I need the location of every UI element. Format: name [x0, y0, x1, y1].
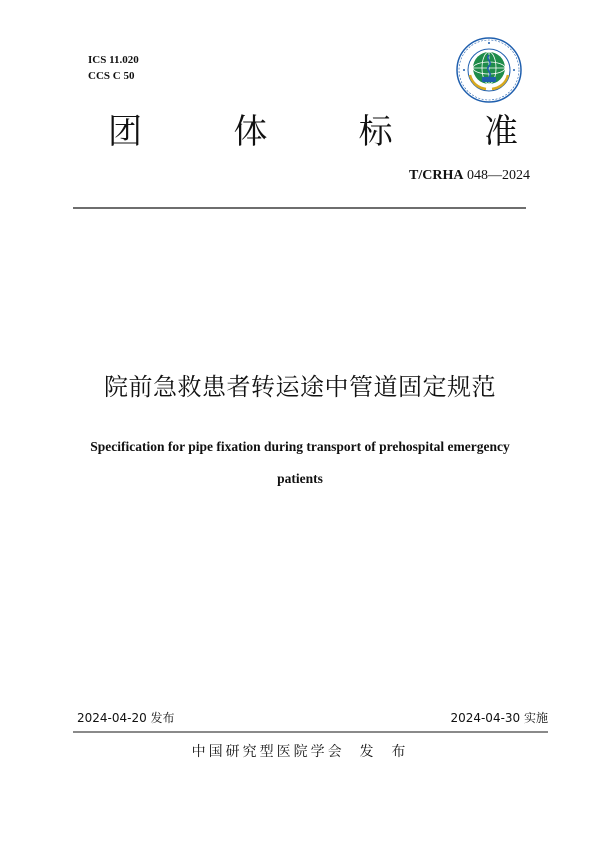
standard-type-char: 标 [358, 112, 393, 152]
classification-codes [88, 52, 139, 84]
implementation-date: 2024-04-30 实施 [450, 711, 548, 725]
standard-type-heading [108, 110, 518, 154]
standard-number [409, 168, 530, 184]
standard-number-code: 048—2024 [463, 168, 530, 183]
standard-type-char: 准 [483, 112, 518, 152]
issue-date: 2024-04-20 发布 [77, 711, 175, 725]
ccs-code: CCS C 50 [88, 70, 135, 82]
association-logo-icon [456, 37, 522, 103]
standard-type-char: 体 [233, 112, 268, 152]
document-title-chinese: 院前急救患者转运途中管道固定规范 [104, 373, 496, 401]
footer-divider [73, 731, 548, 733]
publisher: 中国研究型医院学会 发 布 [191, 744, 409, 760]
document-title-english-line-2: patients [277, 471, 323, 486]
standard-type-char: 团 [108, 112, 142, 152]
standard-number-prefix: T/CRHA [409, 168, 464, 183]
header-divider [73, 207, 526, 209]
document-title-english-line-1: Specification for pipe fixation during transport of prehospital emergency [90, 439, 510, 454]
ics-code: ICS 11.020 [88, 54, 139, 66]
